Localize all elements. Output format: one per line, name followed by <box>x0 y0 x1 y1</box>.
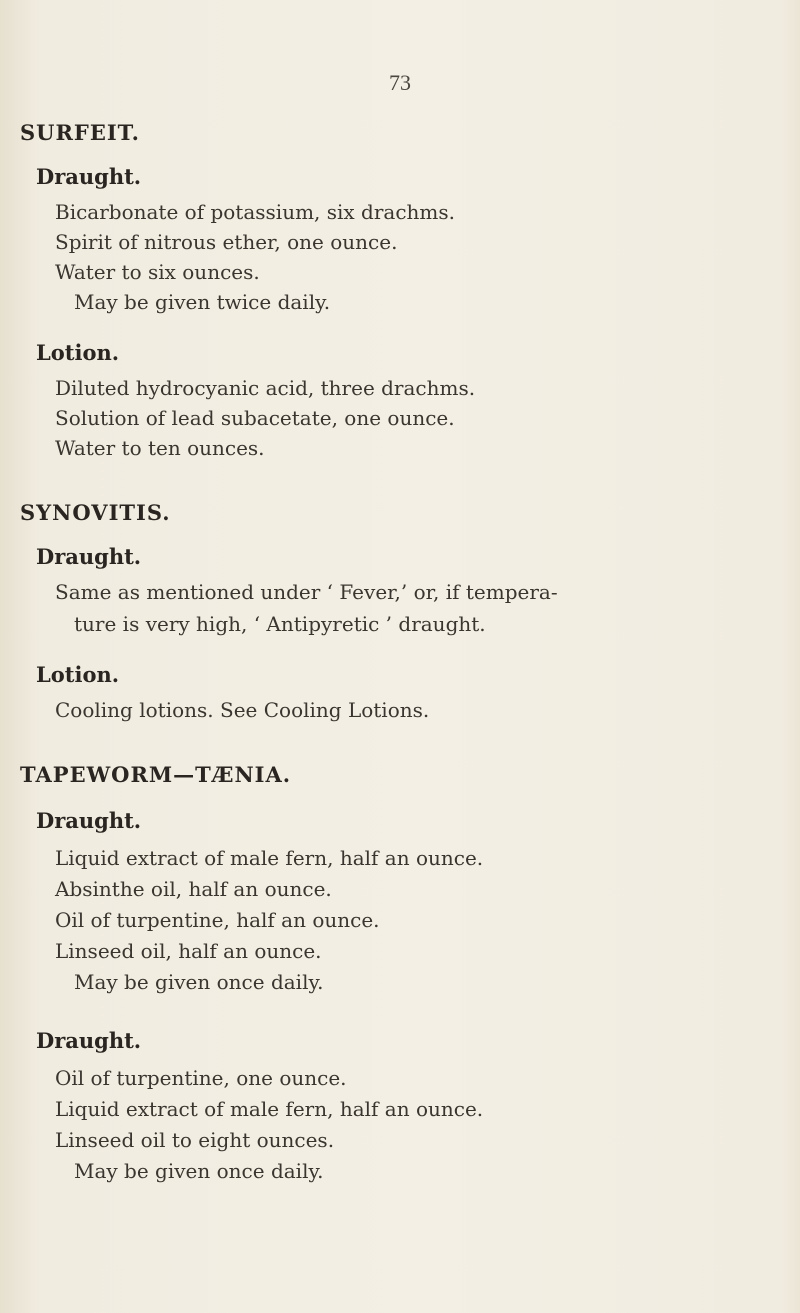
subhead-lotion: Lotion. <box>36 340 120 365</box>
recipe-line: Linseed oil to eight ounces. <box>55 1128 335 1152</box>
subhead-draught: Draught. <box>36 544 142 569</box>
recipe-line: Water to ten ounces. <box>55 436 265 460</box>
subhead-lotion: Lotion. <box>36 662 120 687</box>
recipe-line: Diluted hydrocyanic acid, three drachms. <box>55 376 476 400</box>
recipe-line: Same as mentioned under ‘ Fever,’ or, if tempera- <box>55 580 558 604</box>
recipe-line: Absinthe oil, half an ounce. <box>55 877 332 901</box>
recipe-line: Oil of turpentine, one ounce. <box>55 1066 347 1090</box>
recipe-line: Oil of turpentine, half an ounce. <box>55 908 380 932</box>
recipe-line: Bicarbonate of potassium, six drachms. <box>55 200 455 224</box>
section-heading-synovitis: SYNOVITIS. <box>20 500 171 525</box>
recipe-line: Liquid extract of male fern, half an ounce. <box>55 1097 484 1121</box>
recipe-line: Linseed oil, half an ounce. <box>55 939 322 963</box>
recipe-line: Spirit of nitrous ether, one ounce. <box>55 230 398 254</box>
dosage-line: May be given once daily. <box>74 970 324 994</box>
recipe-line: Liquid extract of male fern, half an ounce. <box>55 846 484 870</box>
recipe-line: Water to six ounces. <box>55 260 260 284</box>
section-heading-tapeworm: TAPEWORM—TÆNIA. <box>20 762 292 787</box>
recipe-line: ture is very high, ‘ Antipyretic ’ draught. <box>74 612 486 636</box>
dosage-line: May be given twice daily. <box>74 290 331 314</box>
recipe-line: Cooling lotions. See Cooling Lotions. <box>55 698 430 722</box>
subhead-draught: Draught. <box>36 808 142 833</box>
dosage-line: May be given once daily. <box>74 1159 324 1183</box>
page-number: 73 <box>389 70 411 95</box>
section-heading-surfeit: SURFEIT. <box>20 120 140 145</box>
recipe-line: Solution of lead subacetate, one ounce. <box>55 406 455 430</box>
subhead-draught: Draught. <box>36 164 142 189</box>
subhead-draught: Draught. <box>36 1028 142 1053</box>
